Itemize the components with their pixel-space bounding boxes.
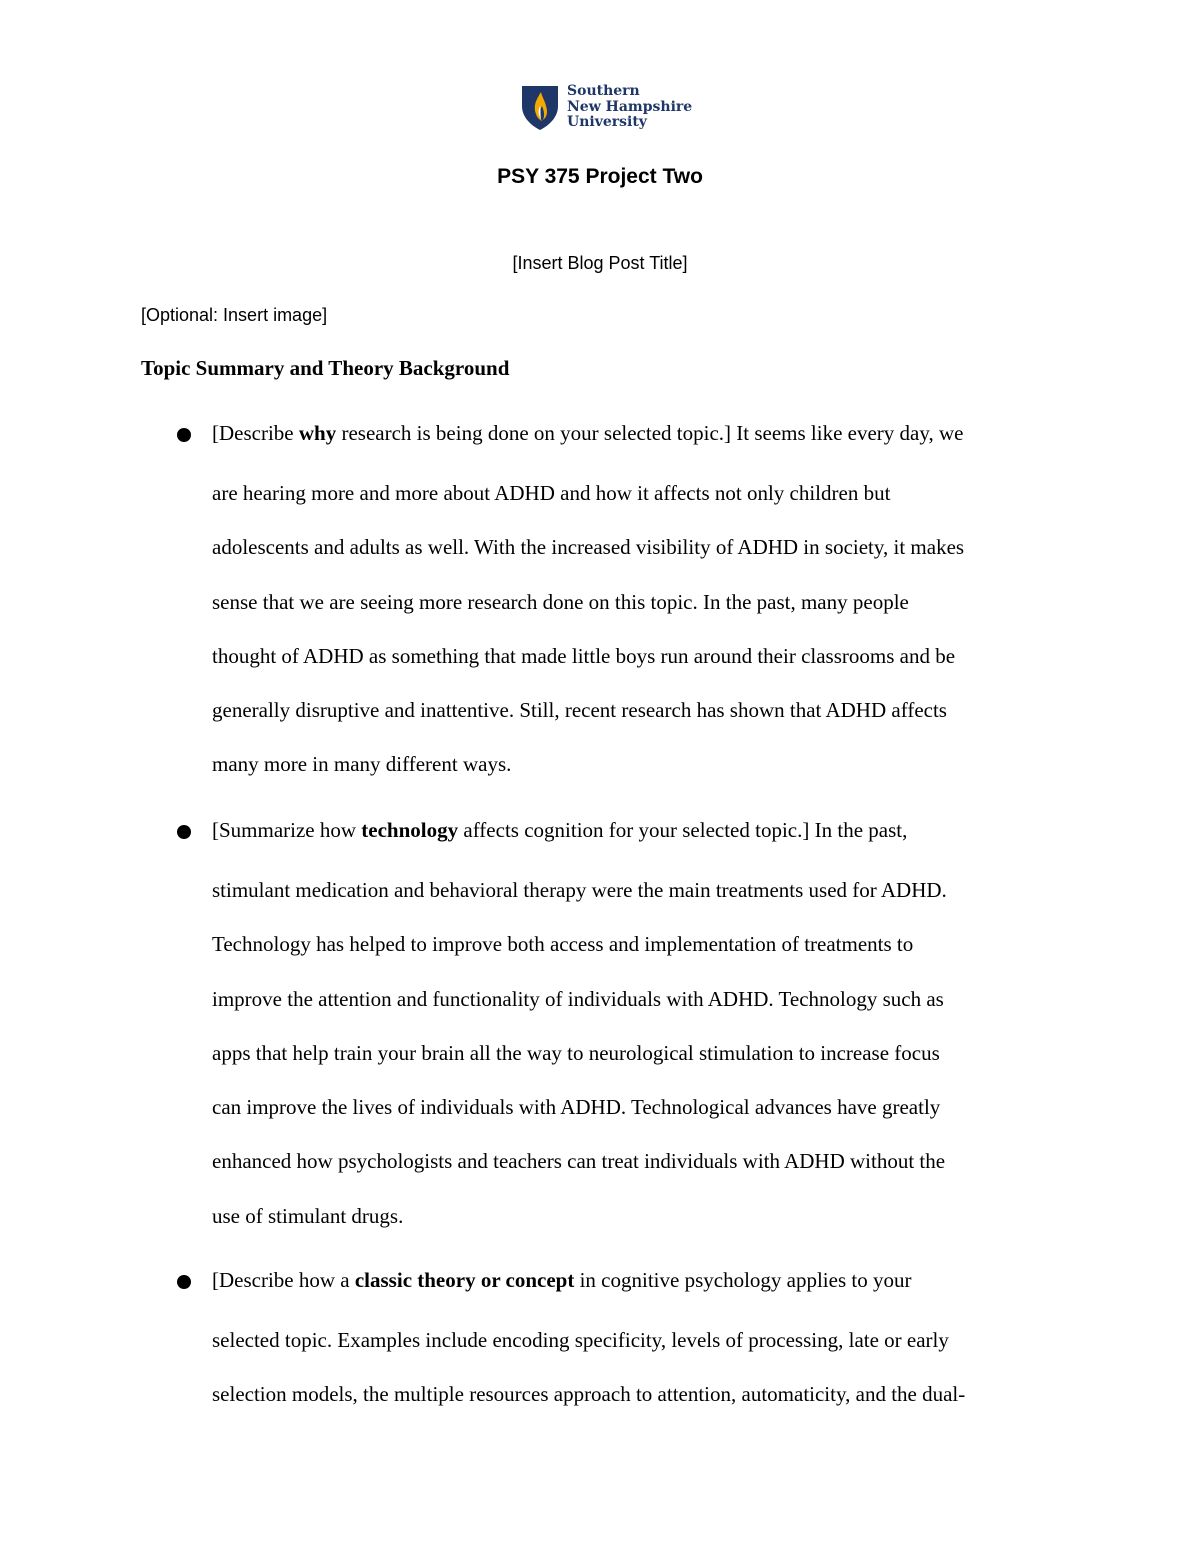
prompt-pre: [Summarize how xyxy=(212,818,362,842)
text-line: improve the attention and functionality of individuals with ADHD. Technology such as xyxy=(212,986,944,1011)
text-line: can improve the lives of individuals with ADHD. Technological advances have greatly xyxy=(212,1095,941,1120)
bullet-text xyxy=(212,1265,1072,1422)
logo-line-2: New Hampshire xyxy=(567,98,693,115)
bullet-prompt xyxy=(212,1265,1072,1295)
bullet-dot-icon xyxy=(177,428,191,442)
text-line: are hearing more and more about ADHD and how it affects not only children but xyxy=(212,481,891,505)
prompt-post: in cognitive psychology applies to your xyxy=(574,1268,912,1292)
prompt-pre: [Describe how a xyxy=(212,1268,355,1292)
logo-line-3: University xyxy=(567,114,647,130)
text-line: adolescents and adults as well. With the increased visibility of ADHD in society, it makes xyxy=(212,535,965,560)
bullet-prompt xyxy=(212,418,1072,448)
bullet-dot-icon xyxy=(177,825,191,839)
text-line: many more in many different ways. xyxy=(212,752,512,777)
document-title: PSY 375 Project Two xyxy=(497,165,703,188)
prompt-bold: classic theory or concept xyxy=(354,1268,575,1292)
prompt-post: research is being done on your selected topic.] It seems like every day, we xyxy=(336,421,964,445)
text-line: apps that help train your brain all the way to neurological stimulation to increase focus xyxy=(212,1040,940,1065)
shield-flame-icon xyxy=(520,84,560,132)
prompt-bold: why xyxy=(298,421,337,445)
text-line: sense that we are seeing more research done on this topic. In the past, many people xyxy=(212,589,909,614)
text-line: use of stimulant drugs. xyxy=(212,1203,404,1228)
prompt-bold: technology xyxy=(361,818,459,842)
text-line: selection models, the multiple resources approach to attention, automaticity, and the dual- xyxy=(212,1382,966,1407)
bullet-prompt xyxy=(212,815,1072,845)
blog-post-title-placeholder: [Insert Blog Post Title] xyxy=(512,253,688,273)
university-logo xyxy=(520,83,693,134)
text-line: generally disruptive and inattentive. Still, recent research has shown that ADHD affects xyxy=(212,698,947,723)
logo-line-1: Southern xyxy=(567,83,640,99)
bullet-text xyxy=(212,815,1072,1243)
text-line: Technology has helped to improve both access and implementation of treatments to xyxy=(212,932,914,957)
text-line: thought of ADHD as something that made little boys run around their classrooms and be xyxy=(212,643,956,668)
section-heading: Topic Summary and Theory Background xyxy=(141,356,510,380)
text-line: enhanced how psychologists and teachers can treat individuals with ADHD without the xyxy=(212,1149,946,1174)
prompt-pre: [Describe xyxy=(212,421,299,445)
prompt-post: affects cognition for your selected topic.] In the past, xyxy=(458,818,908,842)
bullet-dot-icon xyxy=(177,1275,191,1289)
bullet-text xyxy=(212,418,1072,792)
logo-wordmark xyxy=(567,84,692,131)
text-line: selected topic. Examples include encoding specificity, levels of processing, late or early xyxy=(212,1328,949,1352)
optional-image-placeholder: [Optional: Insert image] xyxy=(141,305,328,325)
text-line: stimulant medication and behavioral therapy were the main treatments used for ADHD. xyxy=(212,878,947,902)
